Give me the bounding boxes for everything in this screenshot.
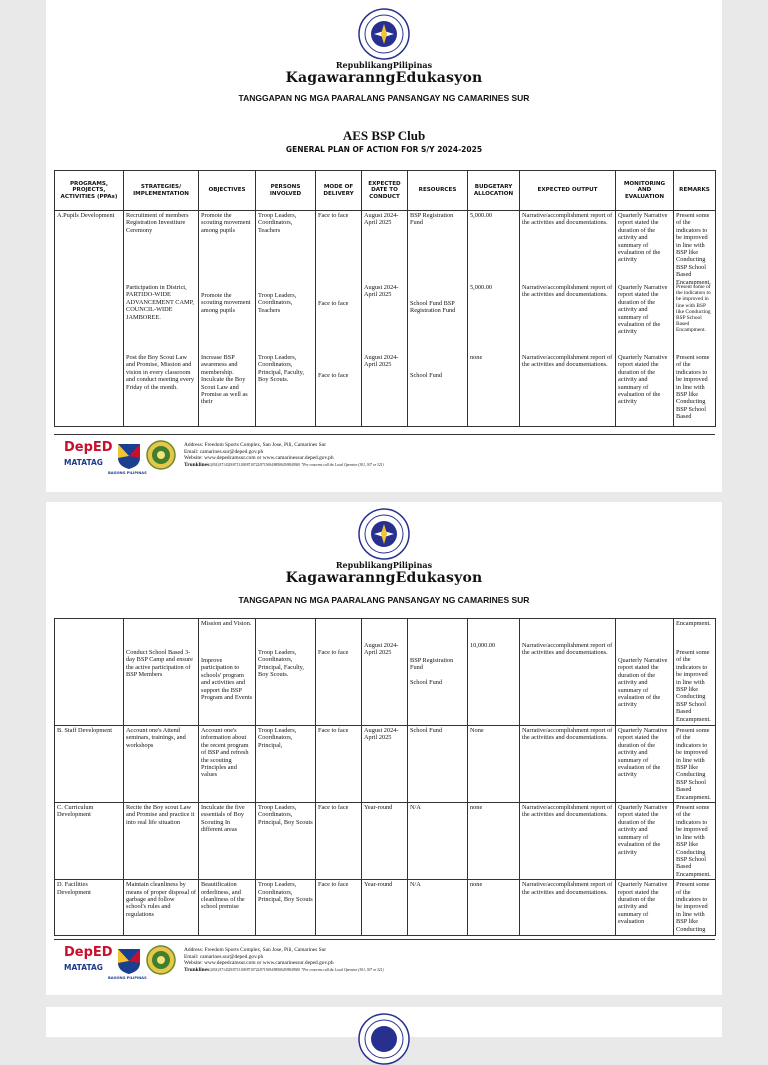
col-header: PROGRAMS, PROJECTS, ACTIVITIES (PPAs)	[55, 171, 124, 211]
plan-table-page-2	[54, 618, 716, 936]
footer	[54, 939, 715, 995]
persons-cell: Troop Leaders, Coordinators, Principal,	[256, 726, 316, 803]
strategy-cell: Conduct School Based 3-day BSP Camp and ensure the active participation of BSP Members	[124, 619, 199, 726]
strategy-cell: Account one's Attend seminars, trainings, and workshops	[124, 726, 199, 803]
club-title: AES BSP Club	[342, 128, 426, 143]
date-cell: Year-round	[362, 880, 408, 936]
objective-cell: Beautification orderliness, and cleanliness of the school premise	[199, 880, 256, 936]
budget-cell: none	[468, 880, 520, 936]
table-row	[55, 803, 716, 880]
republic-name: RepublikangPilipinas	[335, 60, 433, 70]
resources-cell: BSP Registration Fund School Fund BSP Registration Fund School Fund	[408, 211, 468, 427]
bagong-pilipinas-text: BAGONG PILIPINAS	[108, 471, 147, 475]
page-2	[46, 502, 722, 945]
deped-seal-icon	[358, 1013, 410, 1065]
resources-cell: N/A	[408, 880, 468, 936]
monitoring-cell: Quarterly Narrative report stated the duration of the activity and summary of evaluation of the activity	[616, 803, 674, 880]
persons-cell: Troop Leaders, Coordinators, Principal, Boy Scouts	[256, 803, 316, 880]
monitoring-cell: Quarterly Narrative report stated the duration of the activity and summary of evaluation of the activity Quarterly Narrative report stated the duration of the activity and summary of evaluation of the activity Quarterly Narrative report stated the duration of the activity and summary of evaluation of the activity	[616, 211, 674, 427]
output-cell: Narrative/accomplishment report of the activities and documentations. Narrative/accomplishment report of the activities and documentations. Narrative/accomplishment report of the activities and documentations.	[520, 211, 616, 427]
footer-address: Address: Freedom Sports Complex, San Jose, Pili, Camarines Sur Email: camarines.sur@deped.gov.ph Website: www.depedcamsur.com or www.camarinessur.deped.gov.ph Trunklines:(054) 8714329/8713108/8710722/8715694/8850629/8849300 *For concerns call the Local Operator (301, 307 or 321)	[184, 442, 384, 468]
republic-name: RepublikangPilipinas	[335, 560, 433, 570]
ppa-cell: B. Staff Development	[55, 726, 124, 803]
objective-cell: Promote the scouting movement among pupils Promote the scouting movement among pupils Increase BSP awareness and membership. Inculcate the Boy Scout Law and Promise as well as their	[199, 211, 256, 427]
mode-cell: Face to face	[316, 619, 362, 726]
header-row	[55, 171, 716, 211]
ppa-cell: A.Pupils Development	[55, 211, 124, 427]
output-cell: Narrative/accomplishment report of the activities and documentations.	[520, 619, 616, 726]
monitoring-cell: Quarterly Narrative report stated the duration of the activity and summary of evaluation	[616, 880, 674, 936]
division-seal-icon	[146, 440, 176, 470]
resources-cell: School Fund	[408, 726, 468, 803]
footer-address: Address: Freedom Sports Complex, San Jose, Pili, Camarines Sur Email: camarines.sur@deped.gov.ph Website: www.depedcamsur.com or www.camarinessur.deped.gov.ph Trunklines:(054) 8714329/8713108/8710722/8715694/8850629/8849300 *For concerns call the Local Operator (301, 307 or 321)	[184, 947, 384, 973]
ppa-cell: D. Facilities Development	[55, 880, 124, 936]
budget-cell: None	[468, 726, 520, 803]
bagong-pilipinas-text: BAGONG PILIPINAS	[108, 976, 147, 980]
page-3	[46, 1007, 722, 1037]
table-row	[55, 880, 716, 936]
col-header: EXPECTED OUTPUT	[520, 171, 616, 211]
date-cell: August 2024-April 2025	[362, 619, 408, 726]
remarks-cell: Present some of the indicators to be improved in line with BSP like Conducting BSP School Based Encampment.	[674, 726, 716, 803]
matatag-logo: MATATAG	[64, 963, 103, 972]
objective-cell: Account one's information about the recent program of BSP and refresh the scouting Principles and values	[199, 726, 256, 803]
budget-cell: none	[468, 803, 520, 880]
remarks-cell: Present some of the indicators to be improved in line with BSP like Conducting BSP School Based Encampment.	[674, 803, 716, 880]
division-seal-icon	[146, 945, 176, 975]
monitoring-cell: Quarterly Narrative report stated the duration of the activity and summary of evaluation of the activity	[616, 726, 674, 803]
budget-cell: 5,000.00 5,000.00 none	[468, 211, 520, 427]
ppa-cell: C. Curriculum Development	[55, 803, 124, 880]
table-row	[55, 619, 716, 726]
remarks-cell: Encampment. Present some of the indicators to be improved in line with BSP like Conducting BSP School Based Encampment.	[674, 619, 716, 726]
ppa-cell	[55, 619, 124, 726]
col-header: EXPECTED DATE TO CONDUCT	[362, 171, 408, 211]
col-header: STRATEGIES/ IMPLEMENTATION	[124, 171, 199, 211]
remarks-cell: Present some of the indicators to be improved in line with BSP like Conducting	[674, 880, 716, 936]
objective-cell: Mission and Vision. Improve participation to schools' program and activities and support the BSP Program and Events	[199, 619, 256, 726]
mode-cell: Face to face	[316, 803, 362, 880]
page-2-footer	[46, 939, 722, 995]
bagong-pilipinas-icon	[116, 440, 142, 470]
col-header: MODE OF DELIVERY	[316, 171, 362, 211]
col-header: REMARKS	[674, 171, 716, 211]
persons-cell: Troop Leaders, Coordinators, Principal, Boy Scouts	[256, 880, 316, 936]
plan-table-page-1	[54, 170, 716, 427]
matatag-logo: MATATAG	[64, 458, 103, 467]
footer	[54, 434, 715, 490]
mode-cell: Face to face	[316, 726, 362, 803]
strategy-cell: Maintain cleanliness by means of proper disposal of garbage and follow school's rules and regulations	[124, 880, 199, 936]
strategy-cell: Recite the Boy scout Law and Promise and practice it into real life situation	[124, 803, 199, 880]
footer-logos	[64, 440, 174, 484]
bagong-pilipinas-icon	[116, 945, 142, 975]
remarks-cell: Present some of the indicators to be improved in line with BSP like Conducting BSP School Based Encampment. Present some of the indicators to be improved in line with BSP like Conducting BSP School Based Encampment. Present some of the indicators to be improved in line with BSP like Conducting BSP School Based	[674, 211, 716, 427]
mode-cell: Face to face	[316, 880, 362, 936]
col-header: MONITORING AND EVALUATION	[616, 171, 674, 211]
budget-cell: 10,000.00	[468, 619, 520, 726]
persons-cell: Troop Leaders, Coordinators, Teachers Troop Leaders, Coordinators, Teachers Troop Leaders, Coordinators, Principal, Faculty, Boy Scouts.	[256, 211, 316, 427]
output-cell: Narrative/accomplishment report of the activities and documentations.	[520, 726, 616, 803]
col-header: OBJECTIVES	[199, 171, 256, 211]
monitoring-cell: Quarterly Narrative report stated the duration of the activity and summary of evaluation of the activity	[616, 619, 674, 726]
mode-cell: Face to face Face to face Face to face	[316, 211, 362, 427]
plan-title: GENERAL PLAN OF ACTION FOR S/Y 2024-2025	[285, 145, 483, 154]
date-cell: August 2024-April 2025	[362, 726, 408, 803]
objective-cell: Inculcate the five essentials of Boy Scouting In different areas	[199, 803, 256, 880]
col-header: BUDGETARY ALLOCATION	[468, 171, 520, 211]
output-cell: Narrative/accomplishment report of the activities and documentations.	[520, 803, 616, 880]
deped-logo: DepED	[64, 440, 113, 455]
table-row	[55, 211, 716, 427]
department-name: KagawaranngEdukasyon	[285, 570, 483, 586]
page-1	[46, 0, 722, 492]
date-cell: Year-round	[362, 803, 408, 880]
resources-cell: BSP Registration Fund School Fund	[408, 619, 468, 726]
deped-seal-icon	[358, 8, 410, 60]
col-header: RESOURCES	[408, 171, 468, 211]
strategy-cell: Recruitment of members Registration Investiture Ceremony Participation in District, PARTIDO-WIDE ADVANCEMENT CAMP, COUNCIL-WIDE JAMBOREE. Post the Boy Scout Law and Promise, Mission and vision in every classroom and conduct meeting every Friday of the month.	[124, 211, 199, 427]
col-header: PERSONS INVOLVED	[256, 171, 316, 211]
division-office: TANGGAPAN NG MGA PAARALANG PANSANGAY NG CAMARINES SUR	[238, 93, 530, 103]
deped-seal-icon	[358, 508, 410, 560]
date-cell: August 2024-April 2025 August 2024-April 2025 August 2024-April 2025	[362, 211, 408, 427]
persons-cell: Troop Leaders, Coordinators, Principal, Faculty, Boy Scouts.	[256, 619, 316, 726]
division-office: TANGGAPAN NG MGA PAARALANG PANSANGAY NG CAMARINES SUR	[238, 595, 530, 605]
deped-logo: DepED	[64, 945, 113, 960]
footer-logos	[64, 945, 174, 989]
output-cell: Narrative/accomplishment report of the activities and documentations.	[520, 880, 616, 936]
department-name: KagawaranngEdukasyon	[285, 70, 483, 86]
table-row	[55, 726, 716, 803]
resources-cell: N/A	[408, 803, 468, 880]
